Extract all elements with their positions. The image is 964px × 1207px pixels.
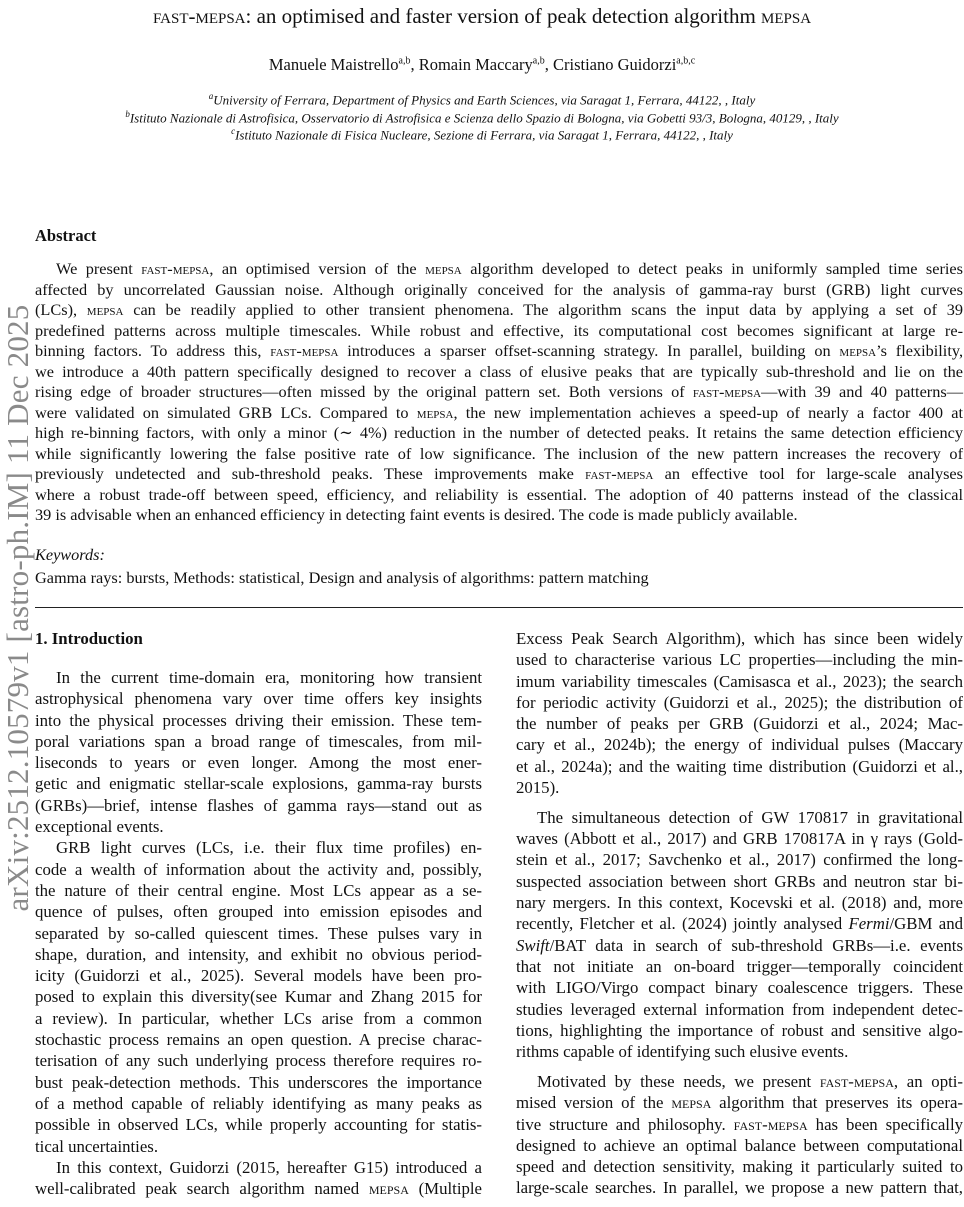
author-affiliation-mark: a,b,c <box>676 55 696 67</box>
text-line: nary mergers. In this context, Kocevski et al. (2018) and, more <box>516 893 963 913</box>
text-line: rising edge of broader structures—often missed by the original pattern set. Both versions of fast-mepsa—with 39 and 40 patterns— <box>35 382 963 401</box>
text-line: binning factors. To address this, fast-mepsa introduces a sparser offset-scanning strategy. In parallel, building on mepsa’s flexibility, <box>35 341 964 360</box>
author-separator: , <box>410 55 419 74</box>
affiliation-text: University of Ferrara, Department of Physics and Earth Sciences, via Saragat 1, Ferrara, 44122, , Italy <box>213 92 756 108</box>
title-mepsa: mepsa <box>761 4 812 28</box>
paragraph <box>516 628 963 798</box>
text-line: Swift/BAT data in search of sub-threshold GRBs—i.e. events <box>516 935 963 955</box>
text-line: stein et al., 2017; Savchenko et al., 2017) confirmed the long- <box>516 850 963 870</box>
text-line: In this context, Guidorzi (2015, hereafter G15) introduced a <box>56 1157 482 1177</box>
text-line: waves (Abbott et al., 2017) and GRB 170817A in γ rays (Gold- <box>516 829 963 849</box>
author: Cristiano Guidorzi <box>553 55 677 74</box>
affiliation-a <box>0 91 964 108</box>
text-line: into the physical processes driving their emission. These tem- <box>35 710 482 730</box>
text-line: with LIGO/Virgo compact binary coalescence triggers. These <box>516 978 963 998</box>
affiliation-b <box>0 109 964 126</box>
text-line: recently, Fletcher et al. (2024) jointly analysed Fermi/GBM and <box>516 914 963 934</box>
text-line: of a method capable of reliably identifying as many peaks as <box>35 1093 482 1113</box>
text-line: tions, highlighting the importance of robust and sensitive algo- <box>516 1020 963 1040</box>
text-line: (GRBs)—brief, intense flashes of gamma rays—stand out as <box>35 795 482 815</box>
left-column <box>35 667 482 1199</box>
text-line: speed and detection sensitivity, making it particularly suited to <box>516 1157 963 1177</box>
text-line: previously undetected and sub-threshold peaks. These improvements make fast-mepsa an effective tool for large-scale analyses <box>35 464 963 483</box>
text-line: we introduce a 40th pattern specifically designed to recover a class of elusive peaks that are typically sub-threshold and lie on the <box>35 361 963 381</box>
text-line: In the current time-domain era, monitoring how transient <box>56 668 482 687</box>
affiliation-text: Istituto Nazionale di Astrofisica, Osservatorio di Astrofisica e Scienza dello Spazio di Bologna, via Gobetti 93/3, Bologna, 40129, , Italy <box>129 110 839 126</box>
text-line: high re-binning factors, with only a minor (∼ 4%) reduction in the number of detected peaks. It retains the same detection efficiency <box>35 423 963 442</box>
text-line: exceptional events. <box>35 817 164 837</box>
keywords-label: Keywords: <box>35 545 105 564</box>
text-line: code a wealth of information about the activity and, possibly, <box>35 859 482 879</box>
text-line: (LCs), mepsa can be readily applied to other transient phenomena. The algorithm scans the input data by applying a set of 39 <box>35 300 964 319</box>
text-line: while significantly lowering the false positive rate of low significance. The inclusion of the new pattern increases the recovery of <box>35 443 963 463</box>
text-line: rithms capable of identifying such elusive events. <box>516 1042 849 1062</box>
text-line: imum variability timescales (Camisasca et al., 2023); the search <box>516 671 963 691</box>
text-line: We present fast-mepsa, an optimised version of the mepsa algorithm developed to detect peaks in uniformly sampled time series <box>56 259 963 278</box>
text-line: getic and enigmatic stellar-scale explosions, gamma-ray bursts <box>35 774 482 794</box>
text-line: 39 is advisable when an enhanced efficiency in detecting faint events is desired. The code is made publicly available. <box>35 505 798 524</box>
paragraph <box>516 807 963 1063</box>
text-line: terisation of any such underlying process therefore requires ro- <box>35 1051 482 1071</box>
title-fast-mepsa: fast-mepsa <box>152 4 246 28</box>
paragraph <box>35 837 482 1156</box>
text-line: large-scale searches. In parallel, we propose a new pattern that, <box>516 1178 963 1198</box>
affiliation-mark: c <box>231 126 236 136</box>
affiliation-mark: a <box>208 91 214 101</box>
text-line: GRB light curves (LCs, i.e. their flux time profiles) en- <box>56 838 482 858</box>
text-line: separated by so-called quiescent times. These pulses vary in <box>35 923 482 943</box>
text-line: the nature of their central engine. Most LCs appear as a se- <box>35 880 482 900</box>
right-column <box>516 628 963 1207</box>
abstract-heading: Abstract <box>35 226 97 245</box>
text-line: that not initiate an on-board trigger—temporally coincident <box>516 956 963 976</box>
paragraph <box>35 667 482 837</box>
text-line: where a robust trade-off between speed, efficiency, and reliability is essential. The adoption of 40 patterns instead of the classical <box>35 484 963 504</box>
affiliation-c <box>0 126 964 143</box>
text-line: well-calibrated peak search algorithm named mepsa (Multiple <box>35 1179 482 1199</box>
text-line: Excess Peak Search Algorithm), which has since been widely <box>516 629 963 648</box>
paper-title <box>0 4 964 29</box>
text-line: for periodic activity (Guidorzi et al., 2025); the distribution of <box>516 692 963 712</box>
text-line: et al., 2024a); and the waiting time distribution (Guidorzi et al., <box>516 756 963 776</box>
text-line: The simultaneous detection of GW 170817 in gravitational <box>537 807 963 827</box>
paragraph <box>35 1157 482 1200</box>
text-line: bust peak-detection methods. This underscores the importance <box>35 1072 482 1092</box>
affiliation-mark: b <box>125 109 130 119</box>
text-line: tical uncertainties. <box>35 1136 159 1156</box>
text-line: 2015). <box>516 778 560 798</box>
text-line: cary et al., 2024b); the energy of individual pulses (Maccary <box>516 735 963 755</box>
text-line: Motivated by these needs, we present fast-mepsa, an opti- <box>537 1071 964 1091</box>
text-line: suspected association between short GRBs and neutron star bi- <box>516 871 963 891</box>
abstract-body <box>35 259 963 526</box>
text-line: studies leveraged external information from independent detec- <box>516 999 963 1019</box>
affiliation-text: Istituto Nazionale di Fisica Nucleare, Sezione di Ferrara, via Saragat 1, Ferrara, 44122, , Italy <box>235 127 733 143</box>
text-line: quence of pulses, often grouped into emission episodes and <box>35 902 482 922</box>
text-line: the number of peaks per GRB (Guidorzi et al., 2024; Mac- <box>516 714 963 734</box>
text-line: astrophysical phenomena vary over time offers key insights <box>35 689 482 709</box>
paragraph <box>516 1071 963 1199</box>
title-text: : an optimised and faster version of peak detection algorithm <box>245 4 762 28</box>
text-line: tive structure and philosophy. fast-mepsa has been specifically <box>516 1114 963 1134</box>
author: Romain Maccary <box>418 55 533 74</box>
paragraph <box>35 259 963 526</box>
text-line: used to characterise various LC properties—including the min- <box>516 650 963 670</box>
author: Manuele Maistrello <box>268 55 399 74</box>
text-line: designed to achieve an optimal balance between computational <box>516 1135 963 1155</box>
text-line: liseconds to years or even longer. Among the most ener- <box>35 753 482 773</box>
introduction-heading: 1. Introduction <box>35 629 143 648</box>
keywords-text: Gamma rays: bursts, Methods: statistical, Design and analysis of algorithms: pattern matching <box>35 568 649 587</box>
text-line: icity (Guidorzi et al., 2025). Several models have been pro- <box>35 966 482 986</box>
author-separator: , <box>544 55 553 74</box>
text-line: possible in observed LCs, while properly accounting for statis- <box>35 1115 482 1135</box>
text-line: posed to explain this diversity(see Kumar and Zhang 2015 for <box>35 987 482 1007</box>
text-line: predefined patterns across multiple timescales. While robust and effective, its computational cost becomes significant at large re- <box>35 320 963 340</box>
text-line: mised version of the mepsa algorithm that preserves its opera- <box>516 1093 963 1113</box>
text-line: stochastic process remains an open question. A precise charac- <box>35 1030 482 1050</box>
text-line: affected by uncorrelated Gaussian noise. Although originally conceived for the analysis of gamma-ray burst (GRB) light curves <box>35 279 963 299</box>
section-divider <box>35 607 963 608</box>
author-affiliation-mark: a,b <box>532 55 545 67</box>
text-line: shape, duration, and intensity, and exhibit no obvious period- <box>35 944 482 964</box>
text-line: were validated on simulated GRB LCs. Compared to mepsa, the new implementation achieves a speed-up of nearly a factor 400 at <box>35 402 963 422</box>
author-list <box>0 55 964 75</box>
arxiv-identifier-stamp: arXiv:2512.10579v1 [astro-ph.IM] 11 Dec 2025 <box>0 304 35 912</box>
text-line: poral variations span a broad range of timescales, from mil- <box>35 731 482 751</box>
author-affiliation-mark: a,b <box>398 55 411 67</box>
text-line: a review). In particular, whether LCs arise from a common <box>35 1008 482 1028</box>
